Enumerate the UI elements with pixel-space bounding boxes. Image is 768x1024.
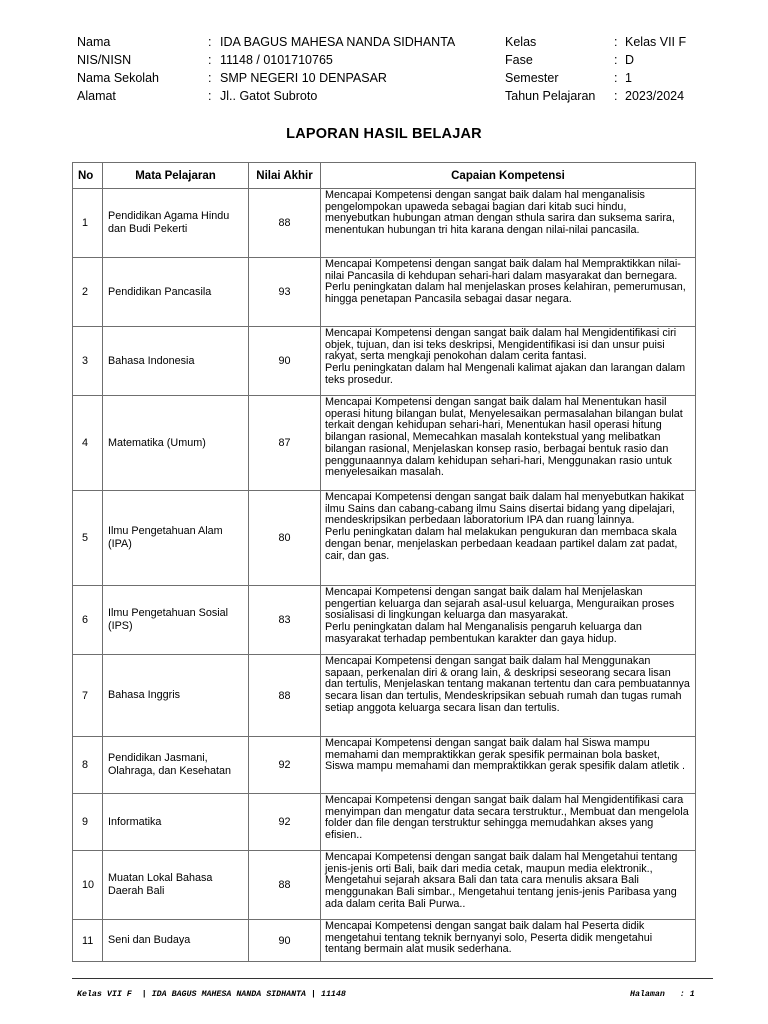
semester-value: 1 [625, 71, 632, 85]
footer-page-number: Halaman : 1 [630, 990, 695, 999]
header-subject: Mata Pelajaran [103, 163, 249, 189]
row-no: 2 [73, 258, 103, 327]
row-no: 5 [73, 491, 103, 586]
page-title: LAPORAN HASIL BELAJAR [286, 126, 482, 142]
row-competency: Mencapai Kompetensi dengan sangat baik dalam hal Mengidentifikasi ciri objek, tujuan, dan isi teks deskripsi, Mengidentifikasi isi dan unsur puisi rakyat, serta mengkaji penokohan dalam cerita fantasi. Perlu peningkatan dalam hal Mengenali kalimat ajakan dan larangan dalam teks prosedur. [321, 327, 696, 396]
row-subject: Matematika (Umum) [103, 396, 249, 491]
row-grade: 83 [249, 586, 321, 655]
table-row [73, 491, 696, 586]
name-label: Nama [77, 35, 111, 49]
row-subject: Ilmu Pengetahuan Sosial (IPS) [103, 586, 249, 655]
row-no: 11 [73, 920, 103, 962]
row-competency: Mencapai Kompetensi dengan sangat baik dalam hal menganalisis pengelompokan upaweda sebagai bagian dari kitab suci hindu, menyebutkan hubungan atman dengan sthula sarira dan suksema sarira, menentukan hubungan tri hita karana dengan nilai-nilai pancasila. [321, 189, 696, 258]
row-no: 9 [73, 794, 103, 851]
row-subject: Ilmu Pengetahuan Alam (IPA) [103, 491, 249, 586]
row-competency: Mencapai Kompetensi dengan sangat baik dalam hal Mengidentifikasi cara menyimpan dan mengatur data secara terstruktur., Membuat dan mengelola folder dan file dengan terstruktur sehingga memudahkan akses yang efisien.. [321, 794, 696, 851]
row-competency: Mencapai Kompetensi dengan sangat baik dalam hal Mengetahui tentang jenis-jenis orti Bali, baik dari media cetak, maupun media elektronik., Mengetahui sejarah aksara Bali dan tata cara menulis aksara Bali menggunakan Bali simbar., Mengetahui tentang jenis-jenis Paribasa yang ada dalam cerita Bali Purwa.. [321, 851, 696, 920]
header-no: No [73, 163, 103, 189]
colon: : [208, 53, 212, 67]
row-competency: Mencapai Kompetensi dengan sangat baik dalam hal Peserta didik mengetahui tentang teknik bernyanyi solo, Peserta didik mengetahui tentang bermain alat musik sederhana. [321, 920, 696, 962]
school-label: Nama Sekolah [77, 71, 159, 85]
name-value: IDA BAGUS MAHESA NANDA SIDHANTA [220, 35, 456, 49]
colon: : [614, 53, 618, 67]
colon: : [614, 89, 618, 103]
class-label: Kelas [505, 35, 537, 49]
row-no: 1 [73, 189, 103, 258]
table-row [73, 655, 696, 737]
row-subject: Seni dan Budaya [103, 920, 249, 962]
semester-label: Semester [505, 71, 559, 85]
row-subject: Informatika [103, 794, 249, 851]
row-grade: 88 [249, 851, 321, 920]
row-subject: Muatan Lokal Bahasa Daerah Bali [103, 851, 249, 920]
row-grade: 88 [249, 189, 321, 258]
footer-student-info: Kelas VII F | IDA BAGUS MAHESA NANDA SIDHANTA | 11148 [77, 990, 346, 999]
row-competency: Mencapai Kompetensi dengan sangat baik dalam hal Menjelaskan pengertian keluarga dan sejarah asal-usul keluarga, Menguraikan proses sosialisasi di lingkungan keluarga dan masyarakat. Perlu peningkatan dalam hal Menganalisis pengaruh keluarga dan masyarakat terhadap pembentukan karakter dan gaya hidup. [321, 586, 696, 655]
identity-row [77, 33, 717, 51]
table-row [73, 327, 696, 396]
colon: : [614, 71, 618, 85]
table-row [73, 920, 696, 962]
phase-label: Fase [505, 53, 533, 67]
colon: : [614, 35, 618, 49]
header-grade: Nilai Akhir [249, 163, 321, 189]
row-grade: 93 [249, 258, 321, 327]
row-grade: 92 [249, 737, 321, 794]
table-row [73, 851, 696, 920]
row-no: 7 [73, 655, 103, 737]
table-row [73, 794, 696, 851]
colon: : [208, 71, 212, 85]
school-value: SMP NEGERI 10 DENPASAR [220, 71, 387, 85]
row-grade: 80 [249, 491, 321, 586]
row-no: 3 [73, 327, 103, 396]
table-row [73, 396, 696, 491]
row-no: 4 [73, 396, 103, 491]
nisn-label: NIS/NISN [77, 53, 132, 67]
row-subject: Bahasa Inggris [103, 655, 249, 737]
row-competency: Mencapai Kompetensi dengan sangat baik dalam hal menyebutkan hakikat ilmu Sains dan cabang-cabang ilmu Sains disertai bidang yang dipelajari, mendeskripsikan perbedaan laboratorium IPA dan ruang lainnya. Perlu peningkatan dalam hal melakukan pengukuran dan membaca skala dengan benar, menjelaskan perbedaan keadaan partikel dalam zat padat, cair, dan gas. [321, 491, 696, 586]
table-row [73, 586, 696, 655]
address-value: Jl.. Gatot Subroto [220, 89, 318, 103]
footer-divider [72, 978, 713, 979]
identity-row [77, 69, 717, 87]
class-value: Kelas VII F [625, 35, 687, 49]
row-grade: 88 [249, 655, 321, 737]
year-value: 2023/2024 [625, 89, 685, 103]
row-subject: Pendidikan Pancasila [103, 258, 249, 327]
table-row [73, 189, 696, 258]
header-competency: Capaian Kompetensi [321, 163, 696, 189]
table-row [73, 258, 696, 327]
identity-row [77, 51, 717, 69]
row-no: 10 [73, 851, 103, 920]
student-identity [77, 33, 717, 105]
row-grade: 90 [249, 920, 321, 962]
row-subject: Bahasa Indonesia [103, 327, 249, 396]
row-competency: Mencapai Kompetensi dengan sangat baik dalam hal Siswa mampu memahami dan mempraktikkan gerak spesifik permainan bola basket, Siswa mampu memahami dan mempraktikkan gerak spesifik dalam atletik . [321, 737, 696, 794]
grades-table [72, 162, 696, 962]
row-no: 8 [73, 737, 103, 794]
identity-row [77, 87, 717, 105]
colon: : [208, 35, 212, 49]
row-grade: 90 [249, 327, 321, 396]
row-subject: Pendidikan Agama Hindu dan Budi Pekerti [103, 189, 249, 258]
row-subject: Pendidikan Jasmani, Olahraga, dan Kesehatan [103, 737, 249, 794]
row-competency: Mencapai Kompetensi dengan sangat baik dalam hal Mempraktikkan nilai-nilai Pancasila di kehdupan sehari-hari dalam masyarakat dan bernegara. Perlu peningkatan dalam hal menjelaskan proses kelahiran, pemerumusan, hingga penetapan Pancasila sebagai dasar negara. [321, 258, 696, 327]
row-no: 6 [73, 586, 103, 655]
colon: : [208, 89, 212, 103]
table-header-row [73, 163, 696, 189]
phase-value: D [625, 53, 635, 67]
nisn-value: 11148 / 0101710765 [220, 53, 333, 67]
row-grade: 87 [249, 396, 321, 491]
row-grade: 92 [249, 794, 321, 851]
row-competency: Mencapai Kompetensi dengan sangat baik dalam hal Menggunakan sapaan, perkenalan diri & orang lain, & deskripsi seseorang secara lisan dan tertulis, Menjelaskan tentang makanan tertentu dan cara pembuatannya secara lisan dan tertulis, Mendeskripsikan sebuah rumah dan tugas rumah setiap anggota keluarga secara lisan dan tertulis. [321, 655, 696, 737]
year-label: Tahun Pelajaran [505, 89, 596, 103]
address-label: Alamat [77, 89, 116, 103]
table-row [73, 737, 696, 794]
row-competency: Mencapai Kompetensi dengan sangat baik dalam hal Menentukan hasil operasi hitung bilangan bulat, Menyelesaikan permasalahan bilangan bulat terkait dengan kehidupan sehari-hari, Menentukan hasil operasi hitung bilangan rasional, Memecahkan masalah kontekstual yang melibatkan bilangan rasional, Menjelaskan konsep rasio, berbagai bentuk rasio dan penggunaannya dalam kehidupan sehari-hari, Menggunakan rasio untuk menyelesaikan masalah. [321, 396, 696, 491]
